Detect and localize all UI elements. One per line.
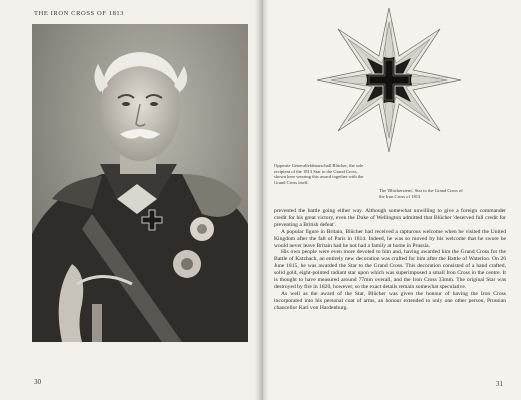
paragraph: As well as the award of the Star, Blücher was given the honour of having the Iron Cross incorporated into his personal coat of arms, an honour extended to only one other person, Prussian chancellor Karl von Hardenburg. [274,290,506,311]
iron-cross-icon [365,56,413,104]
page-number-left: 30 [34,378,41,386]
right-page [262,0,521,400]
paragraph: A popular figure in Britain, Blücher had received a rapturous welcome when he visited the United Kingdom after the fall of Paris in 1814. Indeed, he was so moved by his welcome that he swore he would never leave Britain had he not had a family at home in Prussia. [274,228,506,249]
book-gutter [255,0,269,400]
blucher-portrait-image [32,24,248,342]
blucherstern-star-image [314,5,464,155]
caption-portrait: Opposite Generalfeldmarschall Blücher, the sole recipient of the 1813 Star to the Grand Cross, shown here wearing this award together with the Grand Cross itself. [274,163,364,185]
paragraph: prevented the battle going either way. Although somewhat unwilling to give a foreign commander credit for his great victory, even the Duke of Wellington admitted that Blücher 'deserved full credit for preventing a British defeat'. [274,208,506,228]
page-number-right: 31 [496,380,503,388]
paragraph: His own people were even more devoted to him and, having awarded him the Grand Cross for the Battle of Katzbach, an entirely new decoration was crafted for him after the Battle of Waterloo. On 26 June 1815, he was awarded the Star to the Grand Cross. This decoration consisted of a hand crafted, solid gold, eight-pointed radiant star upon which was superimposed a small Iron Cross in the centre. It is thought to have measured around 77mm overall, and the Iron Cross 33mm. The original Star was destroyed by fire in 1820, however, so the exact details remain somewhat speculative. [274,249,506,290]
caption-star: The 'Blücherstern', Star to the Grand Cross of the Iron Cross of 1813 [379,188,463,199]
body-text [274,208,506,312]
running-head: THE IRON CROSS OF 1813 [34,10,125,17]
